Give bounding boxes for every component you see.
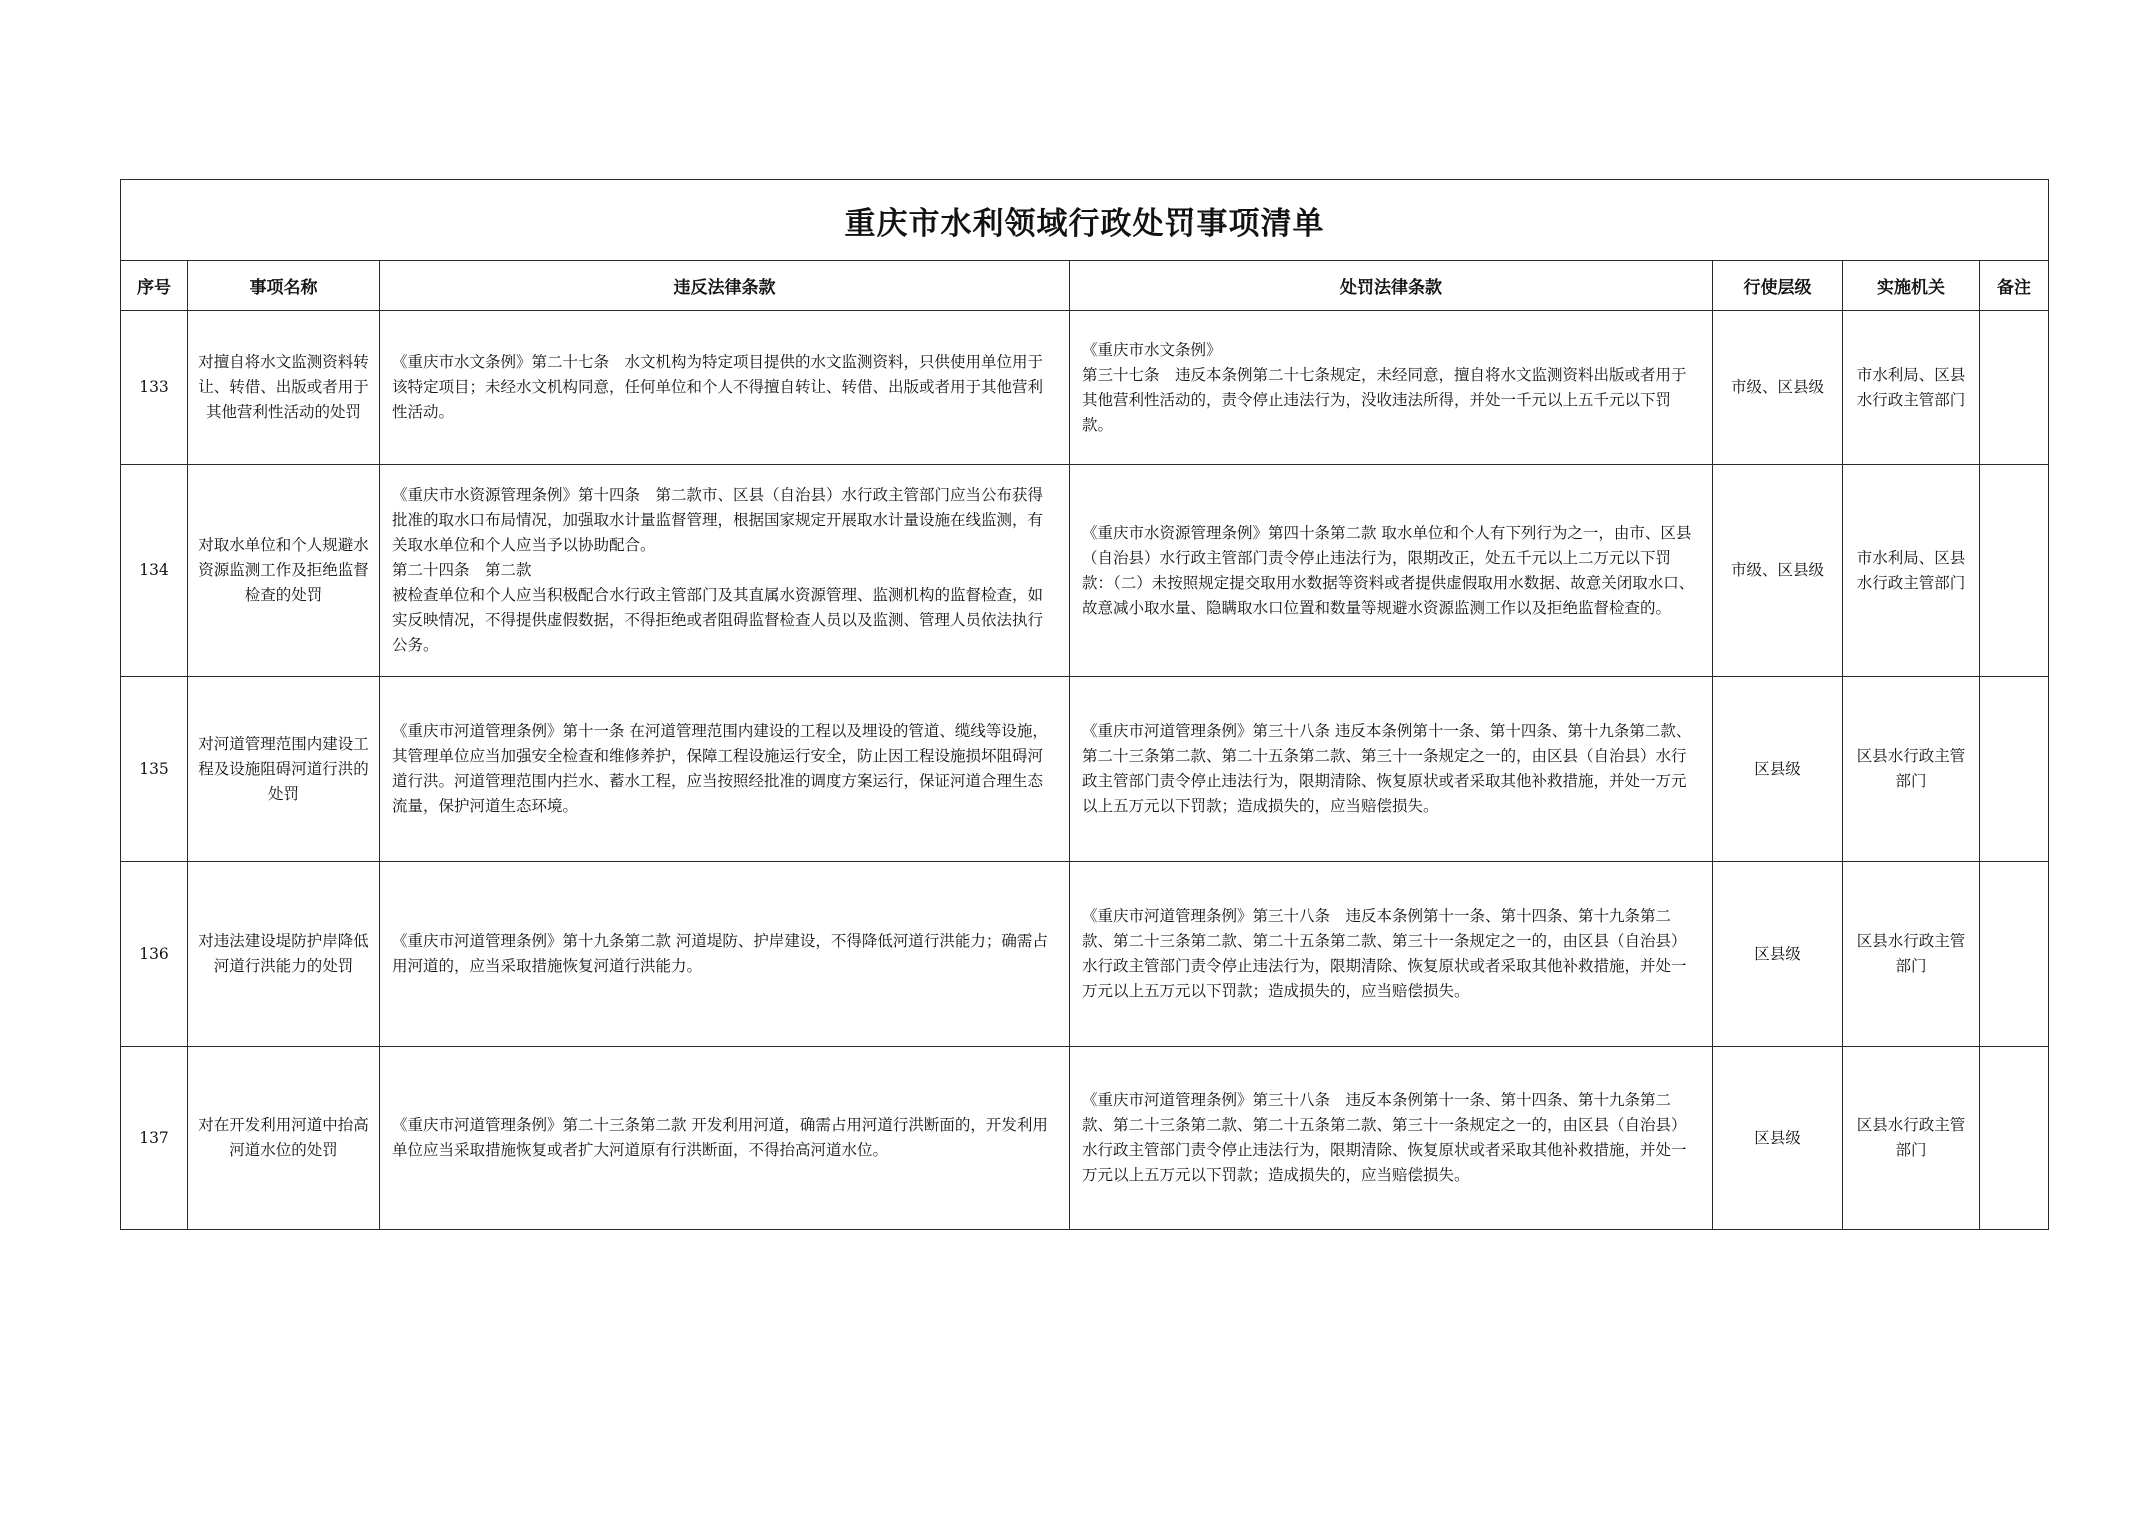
penalty-text: 《重庆市河道管理条例》第三十八条 违反本条例第十一条、第十四条、第十九条第二款、第二十三条第二款、第二十五条第二款、第三十一条规定之一的，由区县（自治县）水行政主管部门责令停止违法行为，限期清除、恢复原状或者采取其他补救措施，并处一万元以上五万元以下罚款；造成损失的，应当赔偿损失。 — [1082, 1091, 1687, 1184]
violation-cell — [380, 677, 1070, 862]
agency-cell: 区县水行政主管部门 — [1843, 1047, 1980, 1230]
penalty-cell — [1070, 311, 1713, 465]
level-cell: 区县级 — [1713, 677, 1843, 862]
agency-cell: 区县水行政主管部门 — [1843, 862, 1980, 1047]
item-name-cell: 对取水单位和个人规避水资源监测工作及拒绝监督检查的处罚 — [188, 465, 380, 677]
serial-number-cell: 135 — [121, 677, 188, 862]
header-violated-provisions: 违反法律条款 — [380, 261, 1070, 311]
penalty-text: 《重庆市河道管理条例》第三十八条 违反本条例第十一条、第十四条、第十九条第二款、第二十三条第二款、第二十五条第二款、第三十一条规定之一的，由区县（自治县）水行政主管部门责令停止违法行为，限期清除、恢复原状或者采取其他补救措施，并处一万元以上五万元以下罚款；造成损失的，应当赔偿损失。 — [1082, 722, 1692, 815]
table-row — [121, 311, 2049, 465]
violation-text: 《重庆市河道管理条例》第十一条 在河道管理范围内建设的工程以及埋设的管道、缆线等设施，其管理单位应当加强安全检查和维修养护，保障工程设施运行安全，防止因工程设施损坏阻碍河道行洪。河道管理范围内拦水、蓄水工程，应当按照经批准的调度方案运行，保证河道合理生态流量，保护河道生态环境。 — [392, 722, 1048, 815]
item-name-cell: 对违法建设堤防护岸降低河道行洪能力的处罚 — [188, 862, 380, 1047]
header-exercise-level: 行使层级 — [1713, 261, 1843, 311]
serial-number-cell: 136 — [121, 862, 188, 1047]
agency-cell: 市水利局、区县水行政主管部门 — [1843, 311, 1980, 465]
penalty-list-table — [120, 179, 2049, 1230]
table-row — [121, 677, 2049, 862]
header-item-name: 事项名称 — [188, 261, 380, 311]
penalty-text: 《重庆市水文条例》 — [1082, 340, 1222, 359]
table-header-row — [121, 261, 2049, 311]
item-name-cell: 对河道管理范围内建设工程及设施阻碍河道行洪的处罚 — [188, 677, 380, 862]
table-row — [121, 465, 2049, 677]
violation-cell — [380, 311, 1070, 465]
level-cell: 区县级 — [1713, 862, 1843, 1047]
serial-number-cell: 133 — [121, 311, 188, 465]
level-cell: 区县级 — [1713, 1047, 1843, 1230]
header-implementing-agency: 实施机关 — [1843, 261, 1980, 311]
serial-number-cell: 137 — [121, 1047, 188, 1230]
penalty-cell — [1070, 677, 1713, 862]
header-penalty-provisions: 处罚法律条款 — [1070, 261, 1713, 311]
remark-cell — [1980, 465, 2049, 677]
violation-cell — [380, 1047, 1070, 1230]
table-row — [121, 862, 2049, 1047]
violation-text: 被检查单位和个人应当积极配合水行政主管部门及其直属水资源管理、监测机构的监督检查，如实反映情况，不得提供虚假数据，不得拒绝或者阻碍监督检查人员以及监测、管理人员依法执行公务。 — [392, 586, 1044, 654]
violation-text: 《重庆市河道管理条例》第二十三条第二款 开发利用河道，确需占用河道行洪断面的，开发利用单位应当采取措施恢复或者扩大河道原有行洪断面，不得抬高河道水位。 — [392, 1116, 1048, 1159]
table-row — [121, 1047, 2049, 1230]
item-name-cell: 对擅自将水文监测资料转让、转借、出版或者用于其他营利性活动的处罚 — [188, 311, 380, 465]
item-name-cell: 对在开发利用河道中抬高河道水位的处罚 — [188, 1047, 380, 1230]
remark-cell — [1980, 862, 2049, 1047]
violation-text: 《重庆市水资源管理条例》第十四条 第二款市、区县（自治县）水行政主管部门应当公布获得批准的取水口布局情况，加强取水计量监督管理，根据国家规定开展取水计量设施在线监测，有关取水单位和个人应当予以协助配合。 — [392, 486, 1044, 554]
remark-cell — [1980, 677, 2049, 862]
penalty-text: 《重庆市河道管理条例》第三十八条 违反本条例第十一条、第十四条、第十九条第二款、第二十三条第二款、第二十五条第二款、第三十一条规定之一的，由区县（自治县）水行政主管部门责令停止违法行为，限期清除、恢复原状或者采取其他补救措施，并处一万元以上五万元以下罚款；造成损失的，应当赔偿损失。 — [1082, 907, 1687, 1000]
violation-cell — [380, 862, 1070, 1047]
header-remark: 备注 — [1980, 261, 2049, 311]
violation-text: 第二十四条 第二款 — [392, 561, 532, 579]
penalty-cell — [1070, 465, 1713, 677]
penalty-text: 《重庆市水资源管理条例》第四十条第二款 取水单位和个人有下列行为之一，由市、区县（自治县）水行政主管部门责令停止违法行为，限期改正，处五千元以上二万元以下罚款：（二）未按照规定提交取用水数据等资料或者提供虚假取用水数据、故意关闭取水口、故意减小取水量、隐瞒取水口位置和数量等规避水资源监测工作以及拒绝监督检查的。 — [1082, 523, 1695, 617]
document-title: 重庆市水利领域行政处罚事项清单 — [121, 180, 2049, 261]
remark-cell — [1980, 311, 2049, 465]
violation-text: 《重庆市河道管理条例》第十九条第二款 河道堤防、护岸建设，不得降低河道行洪能力；确需占用河道的，应当采取措施恢复河道行洪能力。 — [392, 932, 1048, 975]
penalty-cell — [1070, 862, 1713, 1047]
violation-cell — [380, 465, 1070, 677]
level-cell: 市级、区县级 — [1713, 311, 1843, 465]
serial-number-cell: 134 — [121, 465, 188, 677]
level-cell: 市级、区县级 — [1713, 465, 1843, 677]
agency-cell: 市水利局、区县水行政主管部门 — [1843, 465, 1980, 677]
remark-cell — [1980, 1047, 2049, 1230]
agency-cell: 区县水行政主管部门 — [1843, 677, 1980, 862]
violation-text: 《重庆市水文条例》第二十七条 水文机构为特定项目提供的水文监测资料，只供使用单位用于该特定项目；未经水文机构同意，任何单位和个人不得擅自转让、转借、出版或者用于其他营利性活动。 — [392, 353, 1044, 421]
penalty-cell — [1070, 1047, 1713, 1230]
header-serial-number: 序号 — [121, 261, 188, 311]
penalty-text: 第三十七条 违反本条例第二十七条规定，未经同意，擅自将水文监测资料出版或者用于其他营利性活动的，责令停止违法行为，没收违法所得，并处一千元以上五千元以下罚款。 — [1082, 365, 1687, 434]
